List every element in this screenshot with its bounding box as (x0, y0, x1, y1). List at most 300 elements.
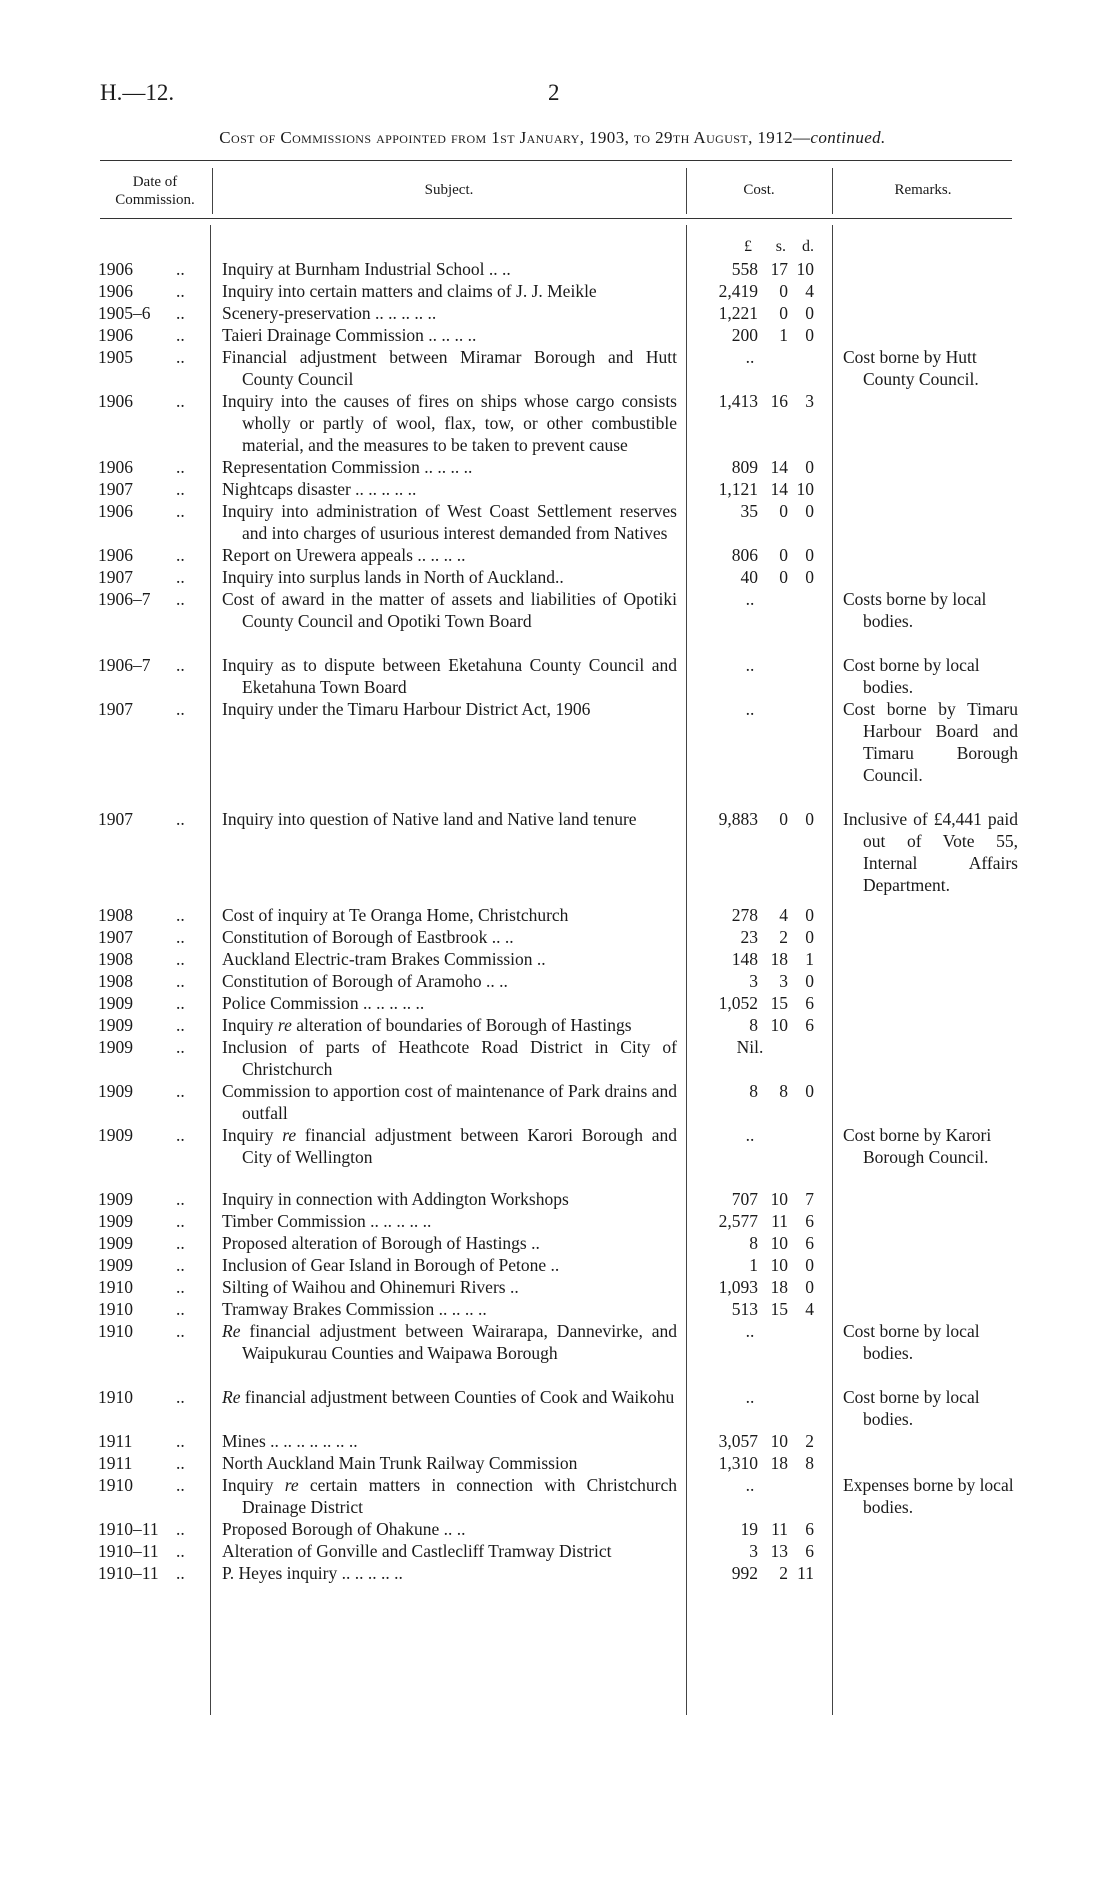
date-text: 1910 (98, 1321, 133, 1341)
date-text: 1907 (98, 699, 133, 719)
subject-text: Inquiry into surplus lands in North of Auckland.. (222, 567, 564, 587)
cost-shillings: 3 (779, 971, 788, 991)
commission-date (98, 346, 194, 368)
leader-dots: .. (176, 993, 185, 1013)
subject-text: Tramway Brakes Commission .. .. .. .. (222, 1299, 487, 1319)
leader-dots: .. (176, 927, 185, 947)
cost-pounds: 148 (731, 949, 758, 969)
cost-pence: 0 (805, 567, 814, 587)
date-text: 1909 (98, 1255, 133, 1275)
commission-remarks (843, 346, 1018, 390)
cost-shillings: 0 (779, 501, 788, 521)
date-text: 1909 (98, 993, 133, 1013)
commission-subject (222, 1386, 677, 1430)
leader-dots: .. (176, 809, 185, 829)
remarks-text: Costs borne by local bodies. (843, 589, 987, 631)
table-row (0, 456, 1114, 478)
cost-pence: 3 (805, 391, 814, 411)
commission-subject (222, 390, 677, 456)
cost-pounds: 1,093 (718, 1277, 758, 1297)
cost-pence: 0 (805, 457, 814, 477)
cost-nil: .. (745, 347, 755, 367)
cost-shillings: 15 (770, 1299, 788, 1319)
commission-date (98, 1540, 194, 1562)
subject-text: Timber Commission .. .. .. .. .. (222, 1211, 432, 1231)
date-text: 1906 (98, 259, 133, 279)
commission-cost (690, 478, 825, 500)
leader-dots: .. (176, 655, 185, 675)
commission-date (98, 926, 194, 948)
cost-pounds: 1,221 (718, 303, 758, 323)
cost-pence: 0 (805, 1081, 814, 1101)
leader-dots: .. (176, 589, 185, 609)
remarks-text: Expenses borne by local bodies. (843, 1475, 1014, 1517)
column-header-date: Date of Commission. (115, 174, 195, 208)
commission-subject (222, 1452, 677, 1474)
cost-pence: 0 (805, 501, 814, 521)
subject-text: Inquiry into the causes of fires on ships whose cargo consists wholly or partly of wool, flax, tow, or other combustible material, and the measures to be taken to prevent cause (222, 391, 677, 455)
table-row (0, 1080, 1114, 1124)
cost-pence: 10 (796, 479, 814, 499)
commission-subject (222, 1036, 677, 1080)
cost-shillings: 18 (770, 949, 788, 969)
table-row (0, 588, 1114, 654)
subject-text: Inquiry at Burnham Industrial School .. .. (222, 259, 511, 279)
commission-date (98, 456, 194, 478)
commission-subject (222, 1232, 677, 1254)
leader-dots: .. (176, 1125, 185, 1145)
commission-date (98, 1298, 194, 1320)
column-header-cost: Cost. (743, 182, 775, 198)
commission-cost (690, 280, 825, 302)
commission-subject (222, 566, 677, 588)
cost-nil: .. (745, 699, 755, 719)
leader-dots: .. (176, 1475, 185, 1495)
commission-date (98, 904, 194, 926)
date-text: 1910–11 (98, 1563, 159, 1583)
table-row (0, 1430, 1114, 1452)
date-text: 1909 (98, 1233, 133, 1253)
table-row (0, 1320, 1114, 1386)
leader-dots: .. (176, 457, 185, 477)
cost-pounds: 8 (749, 1081, 758, 1101)
table-row (0, 566, 1114, 588)
cost-pounds: 1 (749, 1255, 758, 1275)
commission-subject (222, 324, 677, 346)
date-text: 1906 (98, 391, 133, 411)
table-row (0, 904, 1114, 926)
cost-shillings: 11 (771, 1519, 788, 1539)
commission-cost (690, 390, 825, 412)
remarks-text: Cost borne by Karori Borough Council. (843, 1125, 992, 1167)
subject-text: Representation Commission .. .. .. .. (222, 457, 473, 477)
commission-cost (690, 1080, 825, 1102)
title-continued: continued. (810, 128, 886, 147)
cost-pence: 0 (805, 971, 814, 991)
subject-text: Cost of award in the matter of assets and liabilities of Opotiki County Council and Opotiki Town Board (222, 589, 677, 631)
commission-cost (690, 456, 825, 478)
commission-date (98, 390, 194, 412)
cost-pounds: 8 (749, 1015, 758, 1035)
cost-pence: 0 (805, 1277, 814, 1297)
subject-text: Inclusion of parts of Heathcote Road District in City of Christchurch (222, 1037, 677, 1079)
header-bottom-rule (100, 218, 1012, 219)
leader-dots: .. (176, 949, 185, 969)
leader-dots: .. (176, 971, 185, 991)
commission-date (98, 500, 194, 522)
cost-shillings: 13 (770, 1541, 788, 1561)
subject-text: Re financial adjustment between Wairarapa, Dannevirke, and Waipukurau Counties and Waipawa Borough (222, 1321, 677, 1363)
leader-dots: .. (176, 905, 185, 925)
leader-dots: .. (176, 1233, 185, 1253)
cost-pence: 4 (805, 1299, 814, 1319)
subject-text: Silting of Waihou and Ohinemuri Rivers .. (222, 1277, 519, 1297)
cost-pounds: 9,883 (718, 809, 758, 829)
commission-subject (222, 302, 677, 324)
commission-date (98, 1080, 194, 1102)
commission-subject (222, 904, 677, 926)
table-row (0, 1474, 1114, 1518)
cost-pounds: 707 (731, 1189, 758, 1209)
commission-cost (690, 1452, 825, 1474)
subject-text: Inquiry into administration of West Coast Settlement reserves and into charges of usurious interest demanded from Natives (222, 501, 677, 543)
leader-dots: .. (176, 1255, 185, 1275)
commission-cost (690, 1124, 825, 1146)
commission-cost (690, 698, 825, 720)
leader-dots: .. (176, 545, 185, 565)
page-number: 2 (548, 80, 560, 105)
commission-cost (690, 566, 825, 588)
subject-text: Constitution of Borough of Aramoho .. .. (222, 971, 508, 991)
table-row (0, 1232, 1114, 1254)
commission-subject (222, 478, 677, 500)
subject-text: Inquiry under the Timaru Harbour District Act, 1906 (222, 699, 591, 719)
currency-units-row (690, 238, 814, 256)
remarks-text: Cost borne by local bodies. (843, 1387, 980, 1429)
commission-table-body (0, 258, 1114, 1584)
cost-shillings: 10 (770, 1189, 788, 1209)
cost-shillings: 14 (770, 457, 788, 477)
subject-text: Taieri Drainage Commission .. .. .. .. (222, 325, 477, 345)
commission-date (98, 1232, 194, 1254)
commission-date (98, 566, 194, 588)
pence-unit: d. (802, 238, 814, 255)
commission-remarks (843, 808, 1018, 896)
cost-pounds: 806 (731, 545, 758, 565)
cost-pounds: 1,413 (718, 391, 758, 411)
commission-cost (690, 346, 825, 368)
table-row (0, 970, 1114, 992)
date-text: 1906 (98, 325, 133, 345)
cost-pence: 4 (805, 281, 814, 301)
table-row (0, 324, 1114, 346)
cost-pounds: 200 (731, 325, 758, 345)
commission-subject (222, 654, 677, 698)
leader-dots: .. (176, 259, 185, 279)
cost-shillings: 2 (779, 1563, 788, 1583)
commission-cost (690, 992, 825, 1014)
commission-subject (222, 500, 677, 544)
commission-date (98, 258, 194, 280)
date-text: 1910–11 (98, 1519, 159, 1539)
table-row (0, 1014, 1114, 1036)
leader-dots: .. (176, 391, 185, 411)
commission-subject (222, 948, 677, 970)
date-text: 1909 (98, 1015, 133, 1035)
cost-pence: 0 (805, 545, 814, 565)
leader-dots: .. (176, 699, 185, 719)
remarks-text: Cost borne by local bodies. (843, 655, 980, 697)
commission-subject (222, 1188, 677, 1210)
cost-pence: 8 (805, 1453, 814, 1473)
subject-text: Commission to apportion cost of maintenance of Park drains and outfall (222, 1081, 677, 1123)
commission-subject (222, 456, 677, 478)
remarks-text: Cost borne by Timaru Harbour Board and Timaru Borough Council. (843, 699, 1018, 785)
cost-pounds: 809 (731, 457, 758, 477)
cost-pounds: 2,419 (718, 281, 758, 301)
leader-dots: .. (176, 1081, 185, 1101)
cost-pounds: 1,052 (718, 993, 758, 1013)
date-text: 1909 (98, 1081, 133, 1101)
column-divider (686, 168, 687, 214)
commission-remarks (843, 698, 1018, 786)
cost-shillings: 10 (770, 1233, 788, 1253)
remarks-text: Inclusive of £4,441 paid out of Vote 55, Internal Affairs Department. (843, 809, 1018, 895)
cost-pence: 0 (805, 1255, 814, 1275)
subject-text: Cost of inquiry at Te Oranga Home, Christchurch (222, 905, 569, 925)
commission-subject (222, 1298, 677, 1320)
commission-subject (222, 698, 677, 808)
commission-cost (690, 302, 825, 324)
commission-date (98, 654, 194, 676)
commission-remarks (843, 654, 1018, 698)
cost-nil: .. (745, 655, 755, 675)
leader-dots: .. (176, 479, 185, 499)
table-row (0, 1452, 1114, 1474)
cost-nil: .. (745, 1321, 755, 1341)
table-row (0, 280, 1114, 302)
commission-cost (690, 1036, 825, 1058)
commission-date (98, 1430, 194, 1452)
subject-text: Inquiry in connection with Addington Workshops (222, 1189, 569, 1209)
commission-subject (222, 1124, 677, 1168)
cost-shillings: 16 (770, 391, 788, 411)
commission-date (98, 1276, 194, 1298)
leader-dots: .. (176, 1541, 185, 1561)
commission-cost (690, 1518, 825, 1540)
commission-cost (690, 1540, 825, 1562)
date-text: 1910–11 (98, 1541, 159, 1561)
cost-pence: 6 (805, 1519, 814, 1539)
commission-date (98, 1188, 194, 1210)
table-row (0, 390, 1114, 456)
date-text: 1907 (98, 809, 133, 829)
cost-shillings: 0 (779, 545, 788, 565)
commission-subject (222, 1276, 677, 1298)
date-text: 1909 (98, 1037, 133, 1057)
subject-text: Inquiry as to dispute between Eketahuna County Council and Eketahuna Town Board (222, 655, 677, 697)
cost-pence: 0 (805, 303, 814, 323)
cost-pence: 10 (796, 259, 814, 279)
table-row (0, 1518, 1114, 1540)
commission-date (98, 544, 194, 566)
commission-cost (690, 1298, 825, 1320)
commission-cost (690, 544, 825, 566)
date-text: 1906–7 (98, 655, 151, 675)
commission-cost (690, 904, 825, 926)
table-row (0, 1276, 1114, 1298)
commission-subject (222, 808, 677, 896)
leader-dots: .. (176, 1453, 185, 1473)
leader-dots: .. (176, 1189, 185, 1209)
commission-subject (222, 1210, 677, 1232)
leader-dots: .. (176, 1321, 185, 1341)
remarks-text: Cost borne by local bodies. (843, 1321, 980, 1363)
table-row (0, 1386, 1114, 1430)
commission-date (98, 1452, 194, 1474)
commission-subject (222, 1080, 677, 1124)
commission-remarks (843, 1474, 1018, 1518)
cost-pounds: 513 (731, 1299, 758, 1319)
commission-cost (690, 1320, 825, 1342)
commission-subject (222, 1254, 677, 1276)
commission-remarks (843, 588, 1018, 632)
cost-pounds: 2,577 (718, 1211, 758, 1231)
table-row (0, 478, 1114, 500)
cost-pence: 2 (805, 1431, 814, 1451)
cost-pence: 6 (805, 1211, 814, 1231)
cost-nil: Nil. (736, 1037, 764, 1057)
remarks-text: Cost borne by Hutt County Council. (843, 347, 979, 389)
commission-date (98, 1254, 194, 1276)
cost-shillings: 10 (770, 1255, 788, 1275)
commission-subject (222, 588, 677, 654)
commission-cost (690, 1232, 825, 1254)
table-row (0, 1298, 1114, 1320)
commission-subject (222, 1320, 677, 1386)
commission-date (98, 970, 194, 992)
commission-subject (222, 544, 677, 566)
leader-dots: .. (176, 1563, 185, 1583)
table-row (0, 258, 1114, 280)
subject-text: Constitution of Borough of Eastbrook .. .. (222, 927, 514, 947)
cost-pence: 0 (805, 927, 814, 947)
date-text: 1908 (98, 949, 133, 969)
subject-text: Mines .. .. .. .. .. .. .. (222, 1431, 358, 1451)
commission-date (98, 1320, 194, 1342)
commission-cost (690, 1188, 825, 1210)
table-row (0, 302, 1114, 324)
commission-date (98, 1210, 194, 1232)
commission-cost (690, 1430, 825, 1452)
cost-nil: .. (745, 589, 755, 609)
date-text: 1909 (98, 1211, 133, 1231)
cost-shillings: 1 (779, 325, 788, 345)
leader-dots: .. (176, 567, 185, 587)
leader-dots: .. (176, 1299, 185, 1319)
commission-subject (222, 280, 677, 302)
leader-dots: .. (176, 303, 185, 323)
commission-cost (690, 926, 825, 948)
commission-subject (222, 258, 677, 280)
cost-pounds: 3 (749, 971, 758, 991)
cost-pounds: 40 (740, 567, 758, 587)
commission-cost (690, 324, 825, 346)
commission-date (98, 948, 194, 970)
column-divider (832, 168, 833, 214)
pounds-unit: £ (744, 238, 752, 255)
commission-subject (222, 1518, 677, 1540)
table-row (0, 1540, 1114, 1562)
cost-pounds: 3 (749, 1541, 758, 1561)
subject-text: Re financial adjustment between Counties of Cook and Waikohu (222, 1387, 675, 1407)
table-row (0, 992, 1114, 1014)
commission-date (98, 1474, 194, 1496)
date-text: 1905–6 (98, 303, 151, 323)
commission-date (98, 1124, 194, 1146)
date-text: 1906 (98, 281, 133, 301)
table-row (0, 1124, 1114, 1168)
date-text: 1910 (98, 1475, 133, 1495)
subject-text: Proposed alteration of Borough of Hastings .. (222, 1233, 540, 1253)
table-row (0, 1036, 1114, 1080)
cost-pence: 6 (805, 1015, 814, 1035)
date-text: 1907 (98, 927, 133, 947)
cost-pounds: 8 (749, 1233, 758, 1253)
shillings-unit: s. (775, 238, 786, 255)
commission-subject (222, 1430, 677, 1452)
commission-date (98, 992, 194, 1014)
table-row (0, 544, 1114, 566)
subject-text: Auckland Electric-tram Brakes Commission .. (222, 949, 546, 969)
subject-text: Inquiry into question of Native land and Native land tenure (222, 809, 637, 829)
cost-shillings: 17 (770, 259, 788, 279)
subject-text: Inquiry re alteration of boundaries of Borough of Hastings (222, 1015, 632, 1035)
leader-dots: .. (176, 1387, 185, 1407)
table-row (0, 1254, 1114, 1276)
commission-cost (690, 654, 825, 676)
commission-date (98, 1036, 194, 1058)
cost-shillings: 14 (770, 479, 788, 499)
cost-pence: 11 (797, 1563, 814, 1583)
commission-date (98, 280, 194, 302)
cost-shillings: 0 (779, 303, 788, 323)
commission-cost (690, 1210, 825, 1232)
cost-pence: 1 (805, 949, 814, 969)
cost-pence: 6 (805, 993, 814, 1013)
document-reference: H.—12. (100, 80, 175, 105)
date-text: 1905 (98, 347, 133, 367)
cost-shillings: 2 (779, 927, 788, 947)
column-header-remarks: Remarks. (894, 182, 952, 198)
commission-subject (222, 346, 677, 390)
commission-subject (222, 1540, 677, 1562)
cost-shillings: 0 (779, 809, 788, 829)
subject-text: Inclusion of Gear Island in Borough of Petone .. (222, 1255, 560, 1275)
commission-cost (690, 258, 825, 280)
page-header (100, 80, 1005, 110)
date-text: 1907 (98, 479, 133, 499)
leader-dots: .. (176, 1519, 185, 1539)
commission-cost (690, 1014, 825, 1036)
leader-dots: .. (176, 281, 185, 301)
commission-remarks (843, 1124, 1018, 1168)
leader-dots: .. (176, 1037, 185, 1057)
subject-text: Police Commission .. .. .. .. .. (222, 993, 425, 1013)
cost-shillings: 11 (771, 1211, 788, 1231)
cost-nil: .. (745, 1475, 755, 1495)
commission-date (98, 698, 194, 720)
